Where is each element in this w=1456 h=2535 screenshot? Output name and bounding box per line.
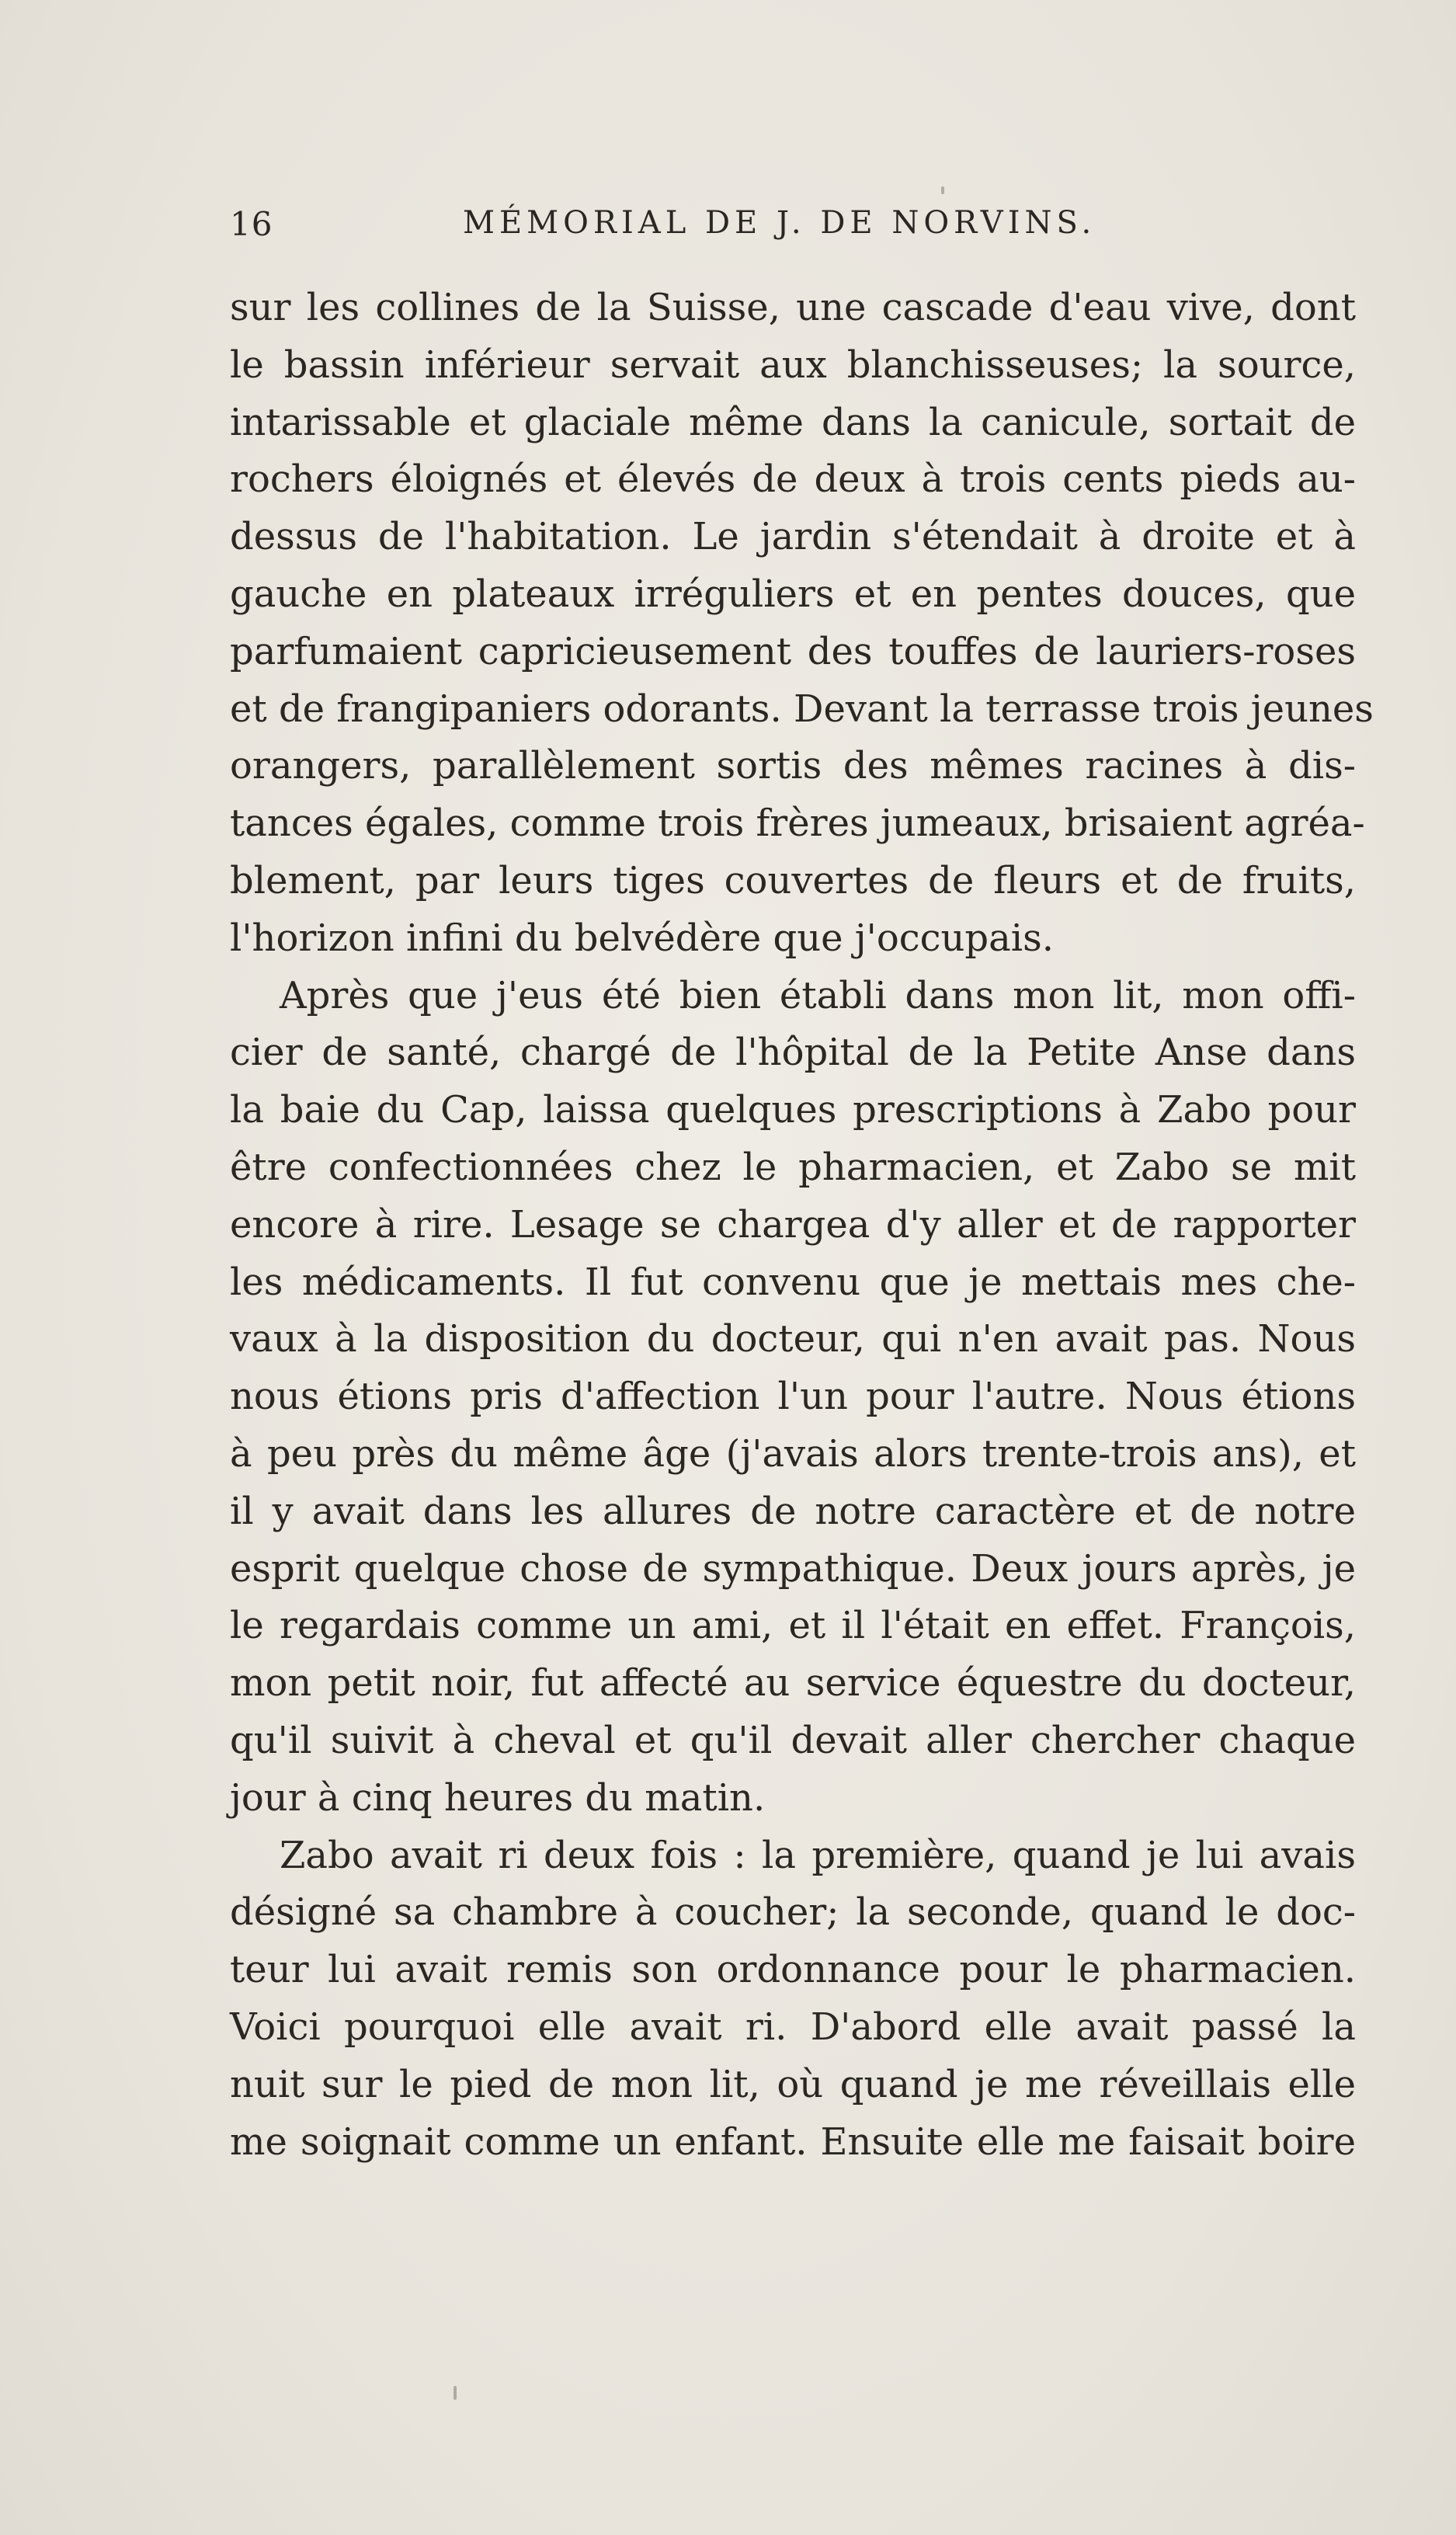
text-line: intarissable et glaciale même dans la canicule, sortait de bbox=[230, 400, 1356, 444]
text-line: être confectionnées chez le pharmacien, et Zabo se mit bbox=[230, 1145, 1356, 1189]
text-line: parfumaient capricieusement des touffes de lauriers-roses bbox=[230, 629, 1356, 673]
text-line: teur lui avait remis son ordonnance pour le pharmacien. bbox=[230, 1948, 1356, 1992]
text-line: il y avait dans les allures de notre caractère et de notre bbox=[230, 1489, 1356, 1533]
text-line: gauche en plateaux irréguliers et en pentes douces, que bbox=[230, 572, 1356, 616]
paper-speck bbox=[941, 186, 944, 194]
text-line: dessus de l'habitation. Le jardin s'étendait à droite et à bbox=[230, 515, 1356, 559]
text-line: jour à cinq heures du matin. bbox=[230, 1775, 766, 1820]
text-line: cier de santé, chargé de l'hôpital de la Petite Anse dans bbox=[230, 1031, 1356, 1075]
text-line: l'horizon infini du belvédère que j'occupais. bbox=[230, 916, 1055, 960]
text-line: encore à rire. Lesage se chargea d'y aller et de rapporter bbox=[230, 1202, 1356, 1247]
text-line: Voici pourquoi elle avait ri. D'abord elle avait passé la bbox=[230, 2005, 1356, 2049]
text-line: les médicaments. Il fut convenu que je mettais mes che- bbox=[230, 1260, 1356, 1304]
page-header bbox=[230, 205, 1356, 259]
text-line: désigné sa chambre à coucher; la seconde, quand le doc- bbox=[230, 1890, 1356, 1935]
text-line: Après que j'eus été bien établi dans mon lit, mon offi- bbox=[280, 973, 1356, 1017]
text-line: qu'il suivit à cheval et qu'il devait aller chercher chaque bbox=[230, 1718, 1356, 1762]
text-line: le regardais comme un ami, et il l'était en effet. François, bbox=[230, 1604, 1356, 1648]
text-line: et de frangipaniers odorants. Devant la terrasse trois jeunes bbox=[230, 687, 1374, 731]
text-line: nous étions pris d'affection l'un pour l'autre. Nous étions bbox=[230, 1375, 1356, 1419]
text-line: la baie du Cap, laissa quelques prescriptions à Zabo pour bbox=[230, 1088, 1356, 1132]
text-line: tances égales, comme trois frères jumeaux, brisaient agréa- bbox=[230, 802, 1365, 846]
text-line: sur les collines de la Suisse, une cascade d'eau vive, dont bbox=[230, 286, 1356, 329]
text-line: me soignait comme un enfant. Ensuite elle me faisait boire bbox=[230, 2119, 1356, 2164]
running-title: MÉMORIAL DE J. DE NORVINS. bbox=[463, 205, 1096, 241]
text-line: orangers, parallèlement sortis des mêmes racines à dis- bbox=[230, 744, 1356, 788]
text-line: blement, par leurs tiges couvertes de fleurs et de fruits, bbox=[230, 858, 1356, 902]
text-line: le bassin inférieur servait aux blanchisseuses; la source, bbox=[230, 343, 1356, 387]
paper-speck bbox=[453, 2386, 457, 2400]
body-text bbox=[230, 280, 1374, 2171]
text-line: à peu près du même âge (j'avais alors trente-trois ans), et bbox=[230, 1431, 1356, 1476]
page-number: 16 bbox=[230, 205, 273, 243]
text-line: nuit sur le pied de mon lit, où quand je me réveillais elle bbox=[230, 2062, 1356, 2106]
text-line: vaux à la disposition du docteur, qui n'en avait pas. Nous bbox=[230, 1317, 1356, 1361]
text-line: mon petit noir, fut affecté au service équestre du docteur, bbox=[230, 1661, 1356, 1706]
text-line: rochers éloignés et élevés de deux à trois cents pieds au- bbox=[230, 457, 1356, 502]
text-line: esprit quelque chose de sympathique. Deux jours après, je bbox=[230, 1546, 1356, 1591]
text-line: Zabo avait ri deux fois : la première, quand je lui avais bbox=[280, 1833, 1356, 1877]
